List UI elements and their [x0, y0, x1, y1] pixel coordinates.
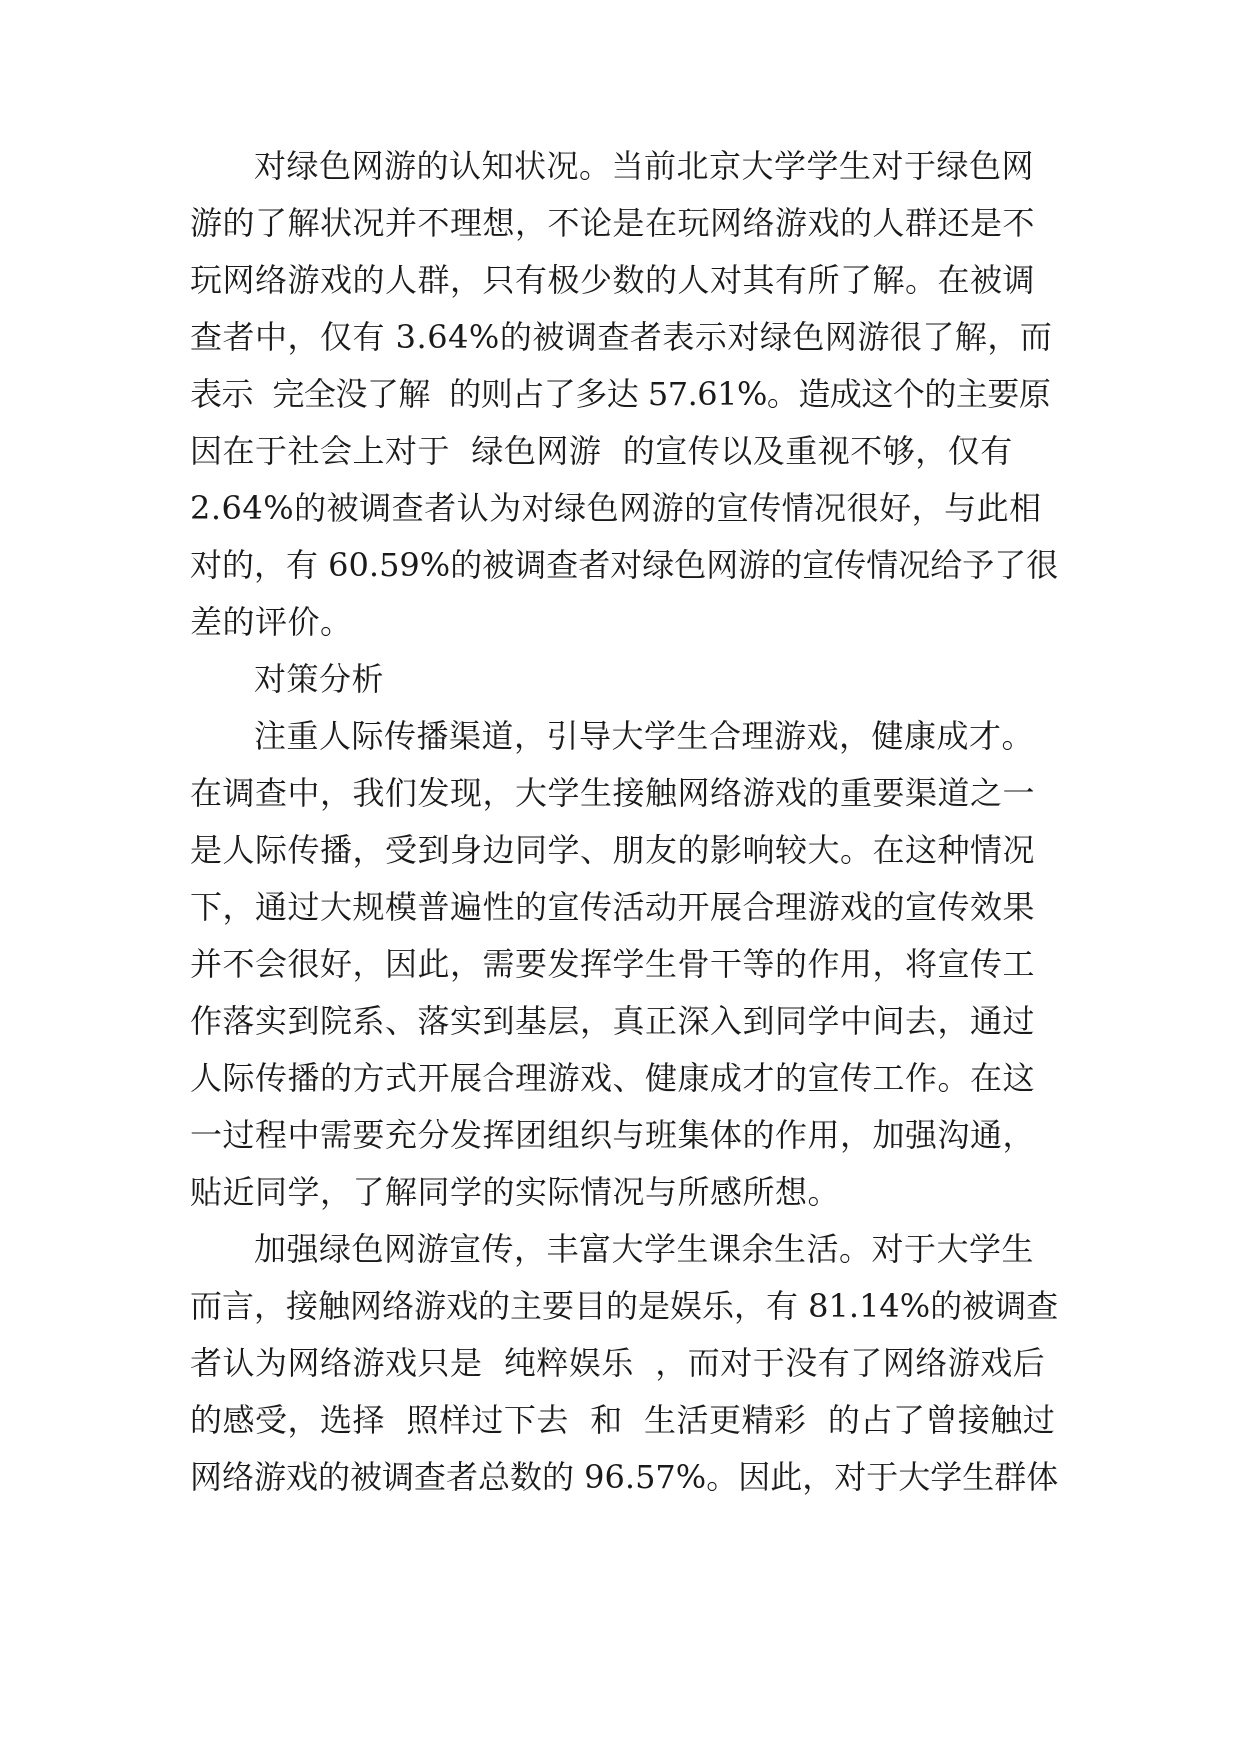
paragraph-1-line-6: 因在于社会上对于 绿色网游 的宣传以及重视不够，仅有 — [190, 432, 1013, 470]
section-heading: 对策分析 — [254, 660, 385, 698]
paragraph-1-line-1: 对绿色网游的认知状况。当前北京大学学生对于绿色网 — [254, 147, 1035, 185]
paragraph-1-line-4: 查者中，仅有 3.64%的被调查者表示对绿色网游很了解，而 — [190, 318, 1053, 356]
paragraph-1-line-7: 2.64%的被调查者认为对绿色网游的宣传情况很好，与此相 — [190, 489, 1042, 527]
paragraph-2-line-8: 一过程中需要充分发挥团组织与班集体的作用，加强沟通， — [190, 1116, 1036, 1154]
paragraph-2-line-3: 是人际传播，受到身边同学、朋友的影响较大。在这种情况 — [190, 831, 1036, 869]
paragraph-2-line-4: 下，通过大规模普遍性的宣传活动开展合理游戏的宣传效果 — [190, 888, 1036, 926]
paragraph-1-line-2: 游的了解状况并不理想，不论是在玩网络游戏的人群还是不 — [190, 204, 1036, 242]
paragraph-1-line-8: 对的，有 60.59%的被调查者对绿色网游的宣传情况给予了很 — [190, 546, 1059, 584]
paragraph-2-line-2: 在调查中，我们发现，大学生接触网络游戏的重要渠道之一 — [190, 774, 1036, 812]
paragraph-3-line-3: 者认为网络游戏只是 纯粹娱乐 ，而对于没有了网络游戏后 — [190, 1344, 1046, 1382]
paragraph-2-line-6: 作落实到院系、落实到基层，真正深入到同学中间去，通过 — [190, 1002, 1036, 1040]
paragraph-2-line-5: 并不会很好，因此，需要发挥学生骨干等的作用，将宣传工 — [190, 945, 1036, 983]
paragraph-3-line-2: 而言，接触网络游戏的主要目的是娱乐，有 81.14%的被调查 — [190, 1287, 1059, 1325]
paragraph-2-line-1: 注重人际传播渠道，引导大学生合理游戏，健康成才。 — [254, 717, 1035, 755]
paragraph-3-line-4: 的感受，选择 照样过下去 和 生活更精彩 的占了曾接触过 — [190, 1401, 1056, 1439]
paragraph-2-line-7: 人际传播的方式开展合理游戏、健康成才的宣传工作。在这 — [190, 1059, 1036, 1097]
paragraph-3-line-5: 网络游戏的被调查者总数的 96.57%。因此，对于大学生群体 — [190, 1458, 1059, 1496]
paragraph-2-line-9: 贴近同学，了解同学的实际情况与所感所想。 — [190, 1173, 841, 1211]
paragraph-1-line-9: 差的评价。 — [190, 603, 353, 641]
paragraph-1-line-3: 玩网络游戏的人群，只有极少数的人对其有所了解。在被调 — [190, 261, 1036, 299]
paragraph-3-line-1: 加强绿色网游宣传，丰富大学生课余生活。对于大学生 — [254, 1230, 1035, 1268]
paragraph-1-line-5: 表示 完全没了解 的则占了多达 57.61%。造成这个的主要原 — [190, 375, 1051, 413]
